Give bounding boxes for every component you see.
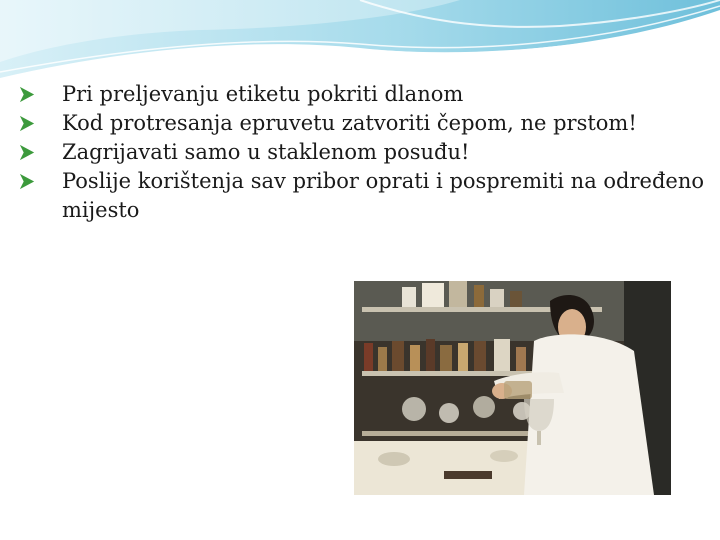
bullet-item: [18, 138, 708, 167]
header-wave-decoration: [0, 0, 720, 90]
bullet-text: Zagrijavati samo u staklenom posuđu!: [62, 140, 470, 164]
bullet-item: [18, 167, 708, 225]
bullet-list: [18, 80, 708, 225]
arrow-checkmark-icon: [18, 172, 37, 191]
arrow-checkmark-icon: [18, 143, 37, 162]
bullet-text: Poslije korištenja sav pribor oprati i pospremiti na određeno mijesto: [62, 169, 704, 222]
bullet-text: Pri preljevanju etiketu pokriti dlanom: [62, 82, 464, 106]
arrow-checkmark-icon: [18, 85, 37, 104]
bullet-text: Kod protresanja epruvetu zatvoriti čepom, ne prstom!: [62, 111, 637, 135]
bullet-item: [18, 80, 708, 109]
bullet-item: [18, 109, 708, 138]
lab-photo: [354, 281, 671, 495]
arrow-checkmark-icon: [18, 114, 37, 133]
